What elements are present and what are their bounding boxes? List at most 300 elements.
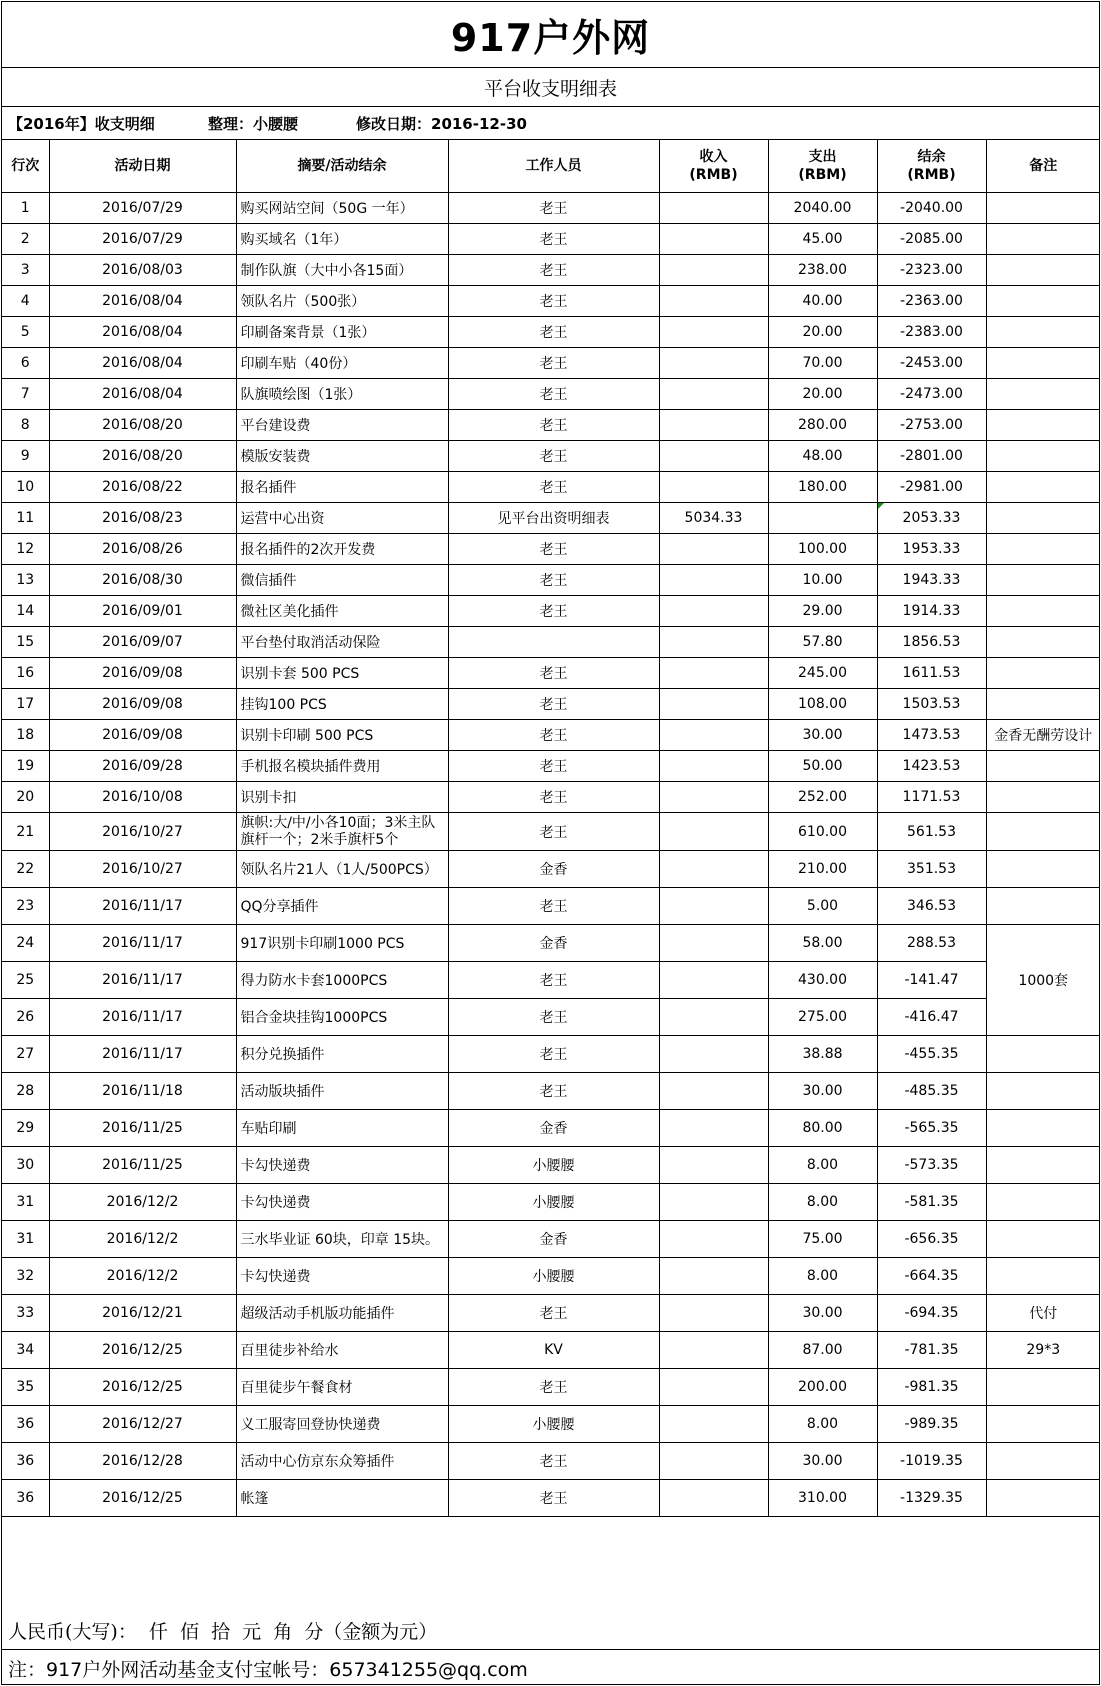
- activity-date: 2016/08/30: [49, 565, 236, 596]
- row-number: 10: [2, 472, 49, 503]
- summary: 制作队旗（大中小各15面）: [236, 255, 448, 286]
- balance: -2753.00: [877, 410, 986, 441]
- row-number: 2: [2, 224, 49, 255]
- staff: 老王: [448, 565, 659, 596]
- remark: [986, 472, 1100, 503]
- row-number: 9: [2, 441, 49, 472]
- income: [659, 224, 768, 255]
- summary: 得力防水卡套1000PCS: [236, 962, 448, 999]
- remark: [986, 813, 1100, 851]
- balance: -781.35: [877, 1332, 986, 1369]
- table-row: [2, 596, 1100, 627]
- summary: 帐篷: [236, 1480, 448, 1517]
- expense: 430.00: [768, 962, 877, 999]
- staff: 老王: [448, 888, 659, 925]
- balance: 1171.53: [877, 782, 986, 813]
- table-row: [2, 1369, 1100, 1406]
- expense: 245.00: [768, 658, 877, 689]
- expense: 100.00: [768, 534, 877, 565]
- table-row: [2, 999, 1100, 1036]
- staff: 老王: [448, 1073, 659, 1110]
- summary: 领队名片（500张）: [236, 286, 448, 317]
- income: [659, 782, 768, 813]
- activity-date: 2016/12/25: [49, 1332, 236, 1369]
- expense: 20.00: [768, 317, 877, 348]
- remark: 代付: [986, 1295, 1100, 1332]
- income: [659, 410, 768, 441]
- table-row: [2, 472, 1100, 503]
- balance: -2363.00: [877, 286, 986, 317]
- remark: [986, 1369, 1100, 1406]
- remark: [986, 224, 1100, 255]
- summary: 队旗喷绘图（1张）: [236, 379, 448, 410]
- staff: 小腰腰: [448, 1406, 659, 1443]
- row-number: 30: [2, 1147, 49, 1184]
- summary: 识别卡扣: [236, 782, 448, 813]
- balance: 346.53: [877, 888, 986, 925]
- summary: QQ分享插件: [236, 888, 448, 925]
- remark: [986, 1036, 1100, 1073]
- amount-in-words: 人民币(大写)： 仟 佰 拾 元 角 分（金额为元）: [8, 1621, 438, 1643]
- balance: 1611.53: [877, 658, 986, 689]
- staff: 老王: [448, 379, 659, 410]
- remark: [986, 1110, 1100, 1147]
- expense: 8.00: [768, 1184, 877, 1221]
- balance: -2981.00: [877, 472, 986, 503]
- author-label: 整理：小腰腰: [208, 114, 299, 133]
- balance: 1953.33: [877, 534, 986, 565]
- income: [659, 1443, 768, 1480]
- payment-note-row: [2, 1650, 1099, 1686]
- row-number: 28: [2, 1073, 49, 1110]
- summary: 报名插件: [236, 472, 448, 503]
- staff: 老王: [448, 255, 659, 286]
- staff: 金香: [448, 1221, 659, 1258]
- row-number: 25: [2, 962, 49, 999]
- summary: 平台垫付取消活动保险: [236, 627, 448, 658]
- income: [659, 1184, 768, 1221]
- staff: 老王: [448, 317, 659, 348]
- remark: [986, 1073, 1100, 1110]
- table-row: [2, 851, 1100, 888]
- remark: [986, 658, 1100, 689]
- table-row: [2, 888, 1100, 925]
- activity-date: 2016/08/20: [49, 410, 236, 441]
- row-number: 32: [2, 1258, 49, 1295]
- remark: [986, 1221, 1100, 1258]
- row-number: 14: [2, 596, 49, 627]
- table-row: [2, 1221, 1100, 1258]
- remark: [986, 534, 1100, 565]
- row-number: 29: [2, 1110, 49, 1147]
- expense: 30.00: [768, 1443, 877, 1480]
- activity-date: 2016/08/04: [49, 317, 236, 348]
- income: [659, 348, 768, 379]
- table-row: [2, 348, 1100, 379]
- income: [659, 255, 768, 286]
- staff: 老王: [448, 782, 659, 813]
- row-number: 6: [2, 348, 49, 379]
- row-number: 8: [2, 410, 49, 441]
- staff: 老王: [448, 1036, 659, 1073]
- summary: 917识别卡印刷1000 PCS: [236, 925, 448, 962]
- balance: 1503.53: [877, 689, 986, 720]
- expense: 20.00: [768, 379, 877, 410]
- expense: 8.00: [768, 1147, 877, 1184]
- staff: 老王: [448, 596, 659, 627]
- header-col-date: 活动日期: [49, 140, 236, 193]
- remark: [986, 410, 1100, 441]
- activity-date: 2016/11/17: [49, 1036, 236, 1073]
- expense: 45.00: [768, 224, 877, 255]
- expense: 610.00: [768, 813, 877, 851]
- row-number: 22: [2, 851, 49, 888]
- activity-date: 2016/08/20: [49, 441, 236, 472]
- income: [659, 1110, 768, 1147]
- summary: 卡勾快递费: [236, 1258, 448, 1295]
- balance: -981.35: [877, 1369, 986, 1406]
- info-row: [2, 107, 1099, 139]
- expense: 5.00: [768, 888, 877, 925]
- staff: 老王: [448, 534, 659, 565]
- activity-date: 2016/10/27: [49, 813, 236, 851]
- row-number: 15: [2, 627, 49, 658]
- expense: 75.00: [768, 1221, 877, 1258]
- remark: [986, 1147, 1100, 1184]
- activity-date: 2016/08/04: [49, 286, 236, 317]
- summary: 卡勾快递费: [236, 1184, 448, 1221]
- activity-date: 2016/11/17: [49, 888, 236, 925]
- activity-date: 2016/12/28: [49, 1443, 236, 1480]
- activity-date: 2016/09/08: [49, 720, 236, 751]
- activity-date: 2016/08/03: [49, 255, 236, 286]
- expense: 40.00: [768, 286, 877, 317]
- staff: 老王: [448, 224, 659, 255]
- row-number: 12: [2, 534, 49, 565]
- income: [659, 193, 768, 224]
- table-row: [2, 1332, 1100, 1369]
- balance: 1423.53: [877, 751, 986, 782]
- table-row: [2, 627, 1100, 658]
- sheet-subtitle: 平台收支明细表: [2, 68, 1099, 107]
- income: [659, 1258, 768, 1295]
- staff: 老王: [448, 962, 659, 999]
- expense: 200.00: [768, 1369, 877, 1406]
- activity-date: 2016/08/26: [49, 534, 236, 565]
- row-number: 23: [2, 888, 49, 925]
- row-number: 36: [2, 1406, 49, 1443]
- income: [659, 720, 768, 751]
- remark: [986, 348, 1100, 379]
- header-col-expense: 支出 (RBM): [768, 140, 877, 193]
- income: [659, 888, 768, 925]
- income: [659, 534, 768, 565]
- row-number: 31: [2, 1184, 49, 1221]
- income: [659, 286, 768, 317]
- activity-date: 2016/12/27: [49, 1406, 236, 1443]
- income: [659, 1295, 768, 1332]
- activity-date: 2016/11/18: [49, 1073, 236, 1110]
- activity-date: 2016/09/07: [49, 627, 236, 658]
- table-row: [2, 534, 1100, 565]
- staff: 金香: [448, 925, 659, 962]
- sheet-title: 917户外网: [2, 2, 1099, 68]
- activity-date: 2016/09/28: [49, 751, 236, 782]
- income: [659, 1369, 768, 1406]
- summary: 领队名片21人（1人/500PCS）: [236, 851, 448, 888]
- activity-date: 2016/11/17: [49, 925, 236, 962]
- remark: [986, 782, 1100, 813]
- expense: 280.00: [768, 410, 877, 441]
- table-row: [2, 720, 1100, 751]
- summary: 挂钩100 PCS: [236, 689, 448, 720]
- row-number: 27: [2, 1036, 49, 1073]
- income: [659, 813, 768, 851]
- staff: 金香: [448, 1110, 659, 1147]
- summary: 印刷备案背景（1张）: [236, 317, 448, 348]
- summary: 活动中心仿京东众筹插件: [236, 1443, 448, 1480]
- expense: 57.80: [768, 627, 877, 658]
- income: [659, 317, 768, 348]
- summary: 平台建设费: [236, 410, 448, 441]
- expense: 238.00: [768, 255, 877, 286]
- balance: -694.35: [877, 1295, 986, 1332]
- staff: 老王: [448, 1369, 659, 1406]
- table-row: [2, 503, 1100, 534]
- remark: [986, 1406, 1100, 1443]
- remark: [986, 317, 1100, 348]
- header-col-staff: 工作人员: [448, 140, 659, 193]
- info-label: 【2016年】收支明细: [8, 114, 155, 133]
- income: [659, 627, 768, 658]
- income: [659, 1036, 768, 1073]
- activity-date: 2016/07/29: [49, 224, 236, 255]
- table-row: [2, 1295, 1100, 1332]
- table-row: [2, 813, 1100, 851]
- activity-date: 2016/10/27: [49, 851, 236, 888]
- activity-date: 2016/12/25: [49, 1480, 236, 1517]
- table-row: [2, 224, 1100, 255]
- income: [659, 441, 768, 472]
- expense: 29.00: [768, 596, 877, 627]
- activity-date: 2016/08/23: [49, 503, 236, 534]
- activity-date: 2016/10/08: [49, 782, 236, 813]
- expense: 70.00: [768, 348, 877, 379]
- balance: 1914.33: [877, 596, 986, 627]
- row-number: 18: [2, 720, 49, 751]
- remark: [986, 565, 1100, 596]
- amount-in-words-row: [2, 1612, 1099, 1650]
- table-row: [2, 286, 1100, 317]
- income: [659, 1406, 768, 1443]
- income: [659, 751, 768, 782]
- expense: 30.00: [768, 1295, 877, 1332]
- summary: 铝合金块挂钩1000PCS: [236, 999, 448, 1036]
- activity-date: 2016/11/17: [49, 999, 236, 1036]
- balance: -2473.00: [877, 379, 986, 410]
- row-number: 20: [2, 782, 49, 813]
- ledger-table: [2, 139, 1100, 1517]
- ledger-sheet: [1, 1, 1100, 1685]
- activity-date: 2016/12/2: [49, 1258, 236, 1295]
- row-number: 31: [2, 1221, 49, 1258]
- row-number: 26: [2, 999, 49, 1036]
- balance: -565.35: [877, 1110, 986, 1147]
- expense: 58.00: [768, 925, 877, 962]
- income: [659, 851, 768, 888]
- balance: -2040.00: [877, 193, 986, 224]
- row-number: 17: [2, 689, 49, 720]
- table-row: [2, 1258, 1100, 1295]
- income: [659, 1147, 768, 1184]
- row-number: 1: [2, 193, 49, 224]
- activity-date: 2016/11/25: [49, 1110, 236, 1147]
- expense: 87.00: [768, 1332, 877, 1369]
- staff: 见平台出资明细表: [448, 503, 659, 534]
- table-row: [2, 1147, 1100, 1184]
- summary: 手机报名模块插件费用: [236, 751, 448, 782]
- row-number: 36: [2, 1480, 49, 1517]
- balance: 288.53: [877, 925, 986, 962]
- table-row: [2, 193, 1100, 224]
- row-number: 11: [2, 503, 49, 534]
- summary: 百里徒步午餐食材: [236, 1369, 448, 1406]
- row-number: 19: [2, 751, 49, 782]
- income: [659, 565, 768, 596]
- staff: 老王: [448, 658, 659, 689]
- table-row: [2, 379, 1100, 410]
- income: [659, 1221, 768, 1258]
- table-row: [2, 1073, 1100, 1110]
- remark: [986, 379, 1100, 410]
- remark: 29*3: [986, 1332, 1100, 1369]
- activity-date: 2016/08/04: [49, 348, 236, 379]
- header-col-summary: 摘要/活动结余: [236, 140, 448, 193]
- expense: 38.88: [768, 1036, 877, 1073]
- remark: [986, 1184, 1100, 1221]
- summary: 微信插件: [236, 565, 448, 596]
- staff: 老王: [448, 410, 659, 441]
- summary: 活动版块插件: [236, 1073, 448, 1110]
- activity-date: 2016/09/08: [49, 658, 236, 689]
- row-number: 3: [2, 255, 49, 286]
- summary: 百里徒步补给水: [236, 1332, 448, 1369]
- remark: [986, 503, 1100, 534]
- balance: -989.35: [877, 1406, 986, 1443]
- balance: -485.35: [877, 1073, 986, 1110]
- header-col-income: 收入 (RMB): [659, 140, 768, 193]
- activity-date: 2016/09/01: [49, 596, 236, 627]
- income: 5034.33: [659, 503, 768, 534]
- summary: 识别卡套 500 PCS: [236, 658, 448, 689]
- staff: 小腰腰: [448, 1184, 659, 1221]
- balance: -2453.00: [877, 348, 986, 379]
- remark: [986, 1480, 1100, 1517]
- table-row: [2, 410, 1100, 441]
- staff: 老王: [448, 689, 659, 720]
- row-number: 13: [2, 565, 49, 596]
- expense: 48.00: [768, 441, 877, 472]
- expense: 10.00: [768, 565, 877, 596]
- summary: 运营中心出资: [236, 503, 448, 534]
- expense: 180.00: [768, 472, 877, 503]
- table-row: [2, 925, 1100, 962]
- balance: 561.53: [877, 813, 986, 851]
- expense: 108.00: [768, 689, 877, 720]
- balance: -2383.00: [877, 317, 986, 348]
- remark: [986, 441, 1100, 472]
- staff: 老王: [448, 1443, 659, 1480]
- expense: 310.00: [768, 1480, 877, 1517]
- remark: [986, 851, 1100, 888]
- summary: 义工服寄回登协快递费: [236, 1406, 448, 1443]
- remark: [986, 888, 1100, 925]
- balance: -2323.00: [877, 255, 986, 286]
- staff: [448, 627, 659, 658]
- row-number: 36: [2, 1443, 49, 1480]
- income: [659, 962, 768, 999]
- table-row: [2, 689, 1100, 720]
- summary: 模版安装费: [236, 441, 448, 472]
- modified-date-label: 修改日期：2016-12-30: [356, 114, 527, 133]
- activity-date: 2016/12/2: [49, 1221, 236, 1258]
- income: [659, 689, 768, 720]
- header-col-remark: 备注: [986, 140, 1100, 193]
- income: [659, 999, 768, 1036]
- staff: 老王: [448, 1480, 659, 1517]
- summary: 报名插件的2次开发费: [236, 534, 448, 565]
- summary: 购买网站空间（50G 一年）: [236, 193, 448, 224]
- remark: [986, 1258, 1100, 1295]
- staff: 老王: [448, 286, 659, 317]
- row-number: 34: [2, 1332, 49, 1369]
- income: [659, 1073, 768, 1110]
- balance: -1019.35: [877, 1443, 986, 1480]
- header-col-row-number: 行次: [2, 140, 49, 193]
- activity-date: 2016/12/25: [49, 1369, 236, 1406]
- income: [659, 596, 768, 627]
- remark: 金香无酬劳设计: [986, 720, 1100, 751]
- table-row: [2, 441, 1100, 472]
- balance: -2801.00: [877, 441, 986, 472]
- table-row: [2, 962, 1100, 999]
- summary: 超级活动手机版功能插件: [236, 1295, 448, 1332]
- staff: 老王: [448, 720, 659, 751]
- staff: 老王: [448, 193, 659, 224]
- expense: 210.00: [768, 851, 877, 888]
- remark: [986, 689, 1100, 720]
- balance: -455.35: [877, 1036, 986, 1073]
- expense: 30.00: [768, 720, 877, 751]
- row-number: 5: [2, 317, 49, 348]
- staff: 老王: [448, 751, 659, 782]
- remark: [986, 627, 1100, 658]
- summary: 购买域名（1年）: [236, 224, 448, 255]
- expense: 50.00: [768, 751, 877, 782]
- row-number: 16: [2, 658, 49, 689]
- staff: 老王: [448, 813, 659, 851]
- table-row: [2, 317, 1100, 348]
- activity-date: 2016/08/22: [49, 472, 236, 503]
- summary: 积分兑换插件: [236, 1036, 448, 1073]
- staff: 金香: [448, 851, 659, 888]
- table-row: [2, 782, 1100, 813]
- remark: [986, 1443, 1100, 1480]
- row-number: 4: [2, 286, 49, 317]
- balance: -656.35: [877, 1221, 986, 1258]
- table-row: [2, 1443, 1100, 1480]
- income: [659, 379, 768, 410]
